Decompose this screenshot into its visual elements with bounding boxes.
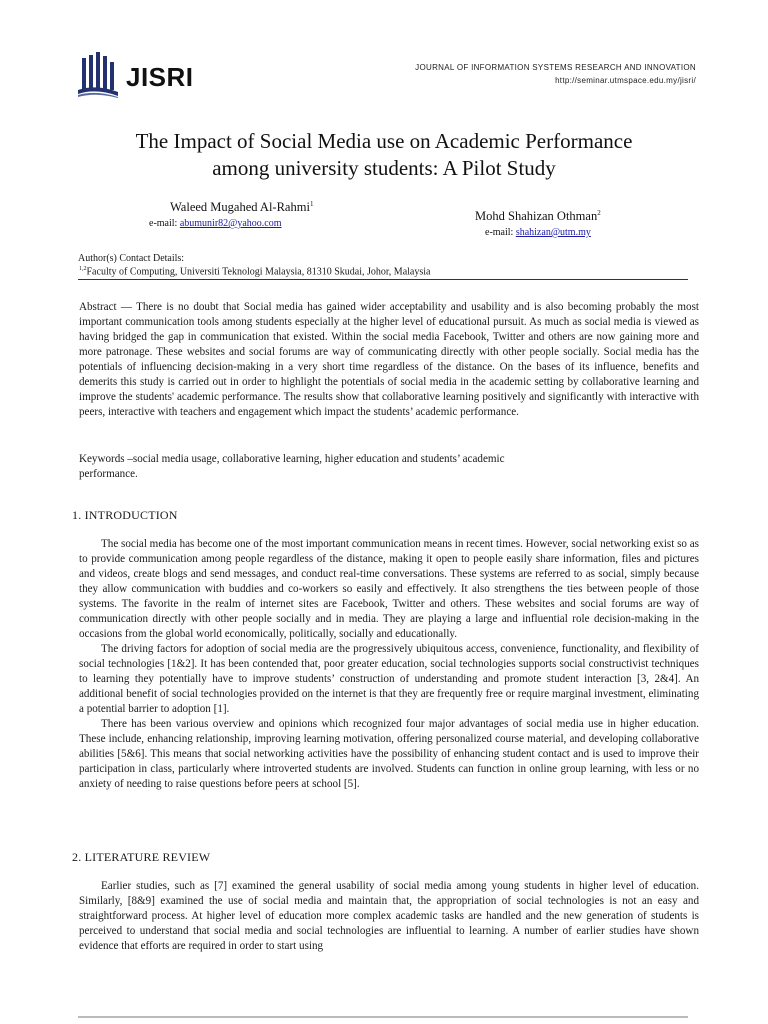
intro-paragraph-2: The driving factors for adoption of social media are the progressively ubiquitous access, convenience, functionality, and flexibility of social technologies [1&2]. It has been contended that, poor greater education, social technologies supports social constructivist techniques to learning they potentially have to improve students’ construction of understanding and promote student interaction [3, 2&4]. An additional benefit of social technologies provided on the internet is that they are frequently free or require marginal investment, eliminating a potential barrier to adoption [1].	[79, 643, 699, 715]
author-2-email-link[interactable]: shahizan@utm.my	[515, 227, 591, 238]
section-literature-body	[79, 879, 699, 954]
keywords-line-1: Keywords –social media usage, collaborative learning, higher education and students’ academic	[79, 453, 505, 465]
author-2-name-text: Mohd Shahizan Othman	[475, 209, 598, 224]
journal-name: JOURNAL OF INFORMATION SYSTEMS RESEARCH AND INNOVATION	[415, 63, 696, 72]
contact-sup: 1,2	[79, 266, 87, 272]
abstract: Abstract — There is no doubt that Social media has gained wider acceptability and usability and is also becoming probably the most important communication tools among students especially at the higher level of educational pursuit. As much as social media is viewed as having bridged the gap in communication that existed. Within the social media Facebook, Twitter and others are now gaining more and more patronage. These websites and social forums are way of communicating directly with other people socially. Social media has the potentials of influencing decision-making in a very short time regardless of the distance. On the bases of its influence, benefits and demerits this study is carried out in order to highlight the potentials of social media in the academic setting by collaborative learning and improve the students' academic performance. The results show that collaborative learning positively and significantly with interactive with peers, interactive with teachers and engagement which impact the students’ academic performance.	[79, 301, 699, 418]
section-heading-literature-review: 2. LITERATURE REVIEW	[72, 850, 211, 864]
author-1-name-text: Waleed Mugahed Al-Rahmi	[170, 200, 310, 215]
author-1-email-label: e-mail:	[149, 218, 180, 229]
author-1-name	[170, 200, 313, 215]
title-line-1: The Impact of Social Media use on Academic Performance	[135, 129, 633, 153]
author-1-sup: 1	[309, 200, 314, 208]
paper-title	[60, 128, 708, 182]
literature-paragraph-1: Earlier studies, such as [7] examined the general usability of social media among young students in higher level of education. Similarly, [8&9] examined the use of social media and maintain that, the appropriation of social technologies is not an easy and straightforward process. At higher level of education more complex academic tasks are handled and the new generation of students is perceived to understand that social media and social technologies are influential to learning. A number of earlier studies have shown evidence that efforts are required in order to start using	[79, 880, 699, 952]
author-2-email-label: e-mail:	[485, 227, 516, 238]
keywords-line-2: performance.	[79, 468, 138, 480]
contact-affiliation: Faculty of Computing, Universiti Teknologi Malaysia, 81310 Skudai, Johor, Malaysia	[86, 266, 431, 278]
footer-divider	[78, 1016, 688, 1018]
header-divider	[78, 279, 688, 280]
author-2-sup: 2	[597, 209, 601, 217]
author-2-email-line	[485, 227, 591, 238]
logo-text: JISRI	[126, 62, 194, 92]
contact-label: Author(s) Contact Details:	[78, 253, 185, 264]
contact-details	[78, 253, 430, 277]
journal-url[interactable]: http://seminar.utmspace.edu.my/jisri/	[555, 76, 696, 85]
author-1-email-line	[149, 218, 282, 229]
author-1-email-link[interactable]: abumunir82@yahoo.com	[179, 218, 282, 229]
contact-affiliation-line	[78, 264, 430, 277]
section-heading-introduction: 1. INTRODUCTION	[72, 508, 178, 522]
author-2-name	[475, 209, 601, 224]
intro-paragraph-3: There has been various overview and opinions which recognized four major advantages of social media use in higher education. These include, enhancing relationship, improving learning motivation, offering personalized course material, and developing collaborative abilities [5&6]. This means that social networking activities have the possibility of enhancing student contact and is used to improve their participation in class, particularly where introverted students are involved. Students can function in online group learning, with less or no anxiety of needing to raise questions before peers at school [5].	[79, 718, 699, 790]
section-introduction-body	[79, 537, 699, 792]
journal-logo	[76, 50, 206, 100]
keywords	[79, 452, 699, 482]
title-line-2: among university students: A Pilot Study	[212, 156, 556, 180]
intro-paragraph-1: The social media has become one of the most important communication means in recent times. However, social networking exist so as to provide communication among people regardless of the distance, making it open to people easily share information, files and pictures and videos, create blogs and send messages, and conduct real-time conversations. These systems are referred to as social, simply because they allow communication with buddies and co-workers so easily and effectively. It also strengthens the ties between people of those systems. The favorite in the realm of internet sites are Facebook, Twitter and others. These websites and social forums are way of communication directly with other people socially and in media. They are playing a large and influential role decision-making in the occasions from the global world economically, politically, socially and educationally.	[79, 538, 699, 640]
